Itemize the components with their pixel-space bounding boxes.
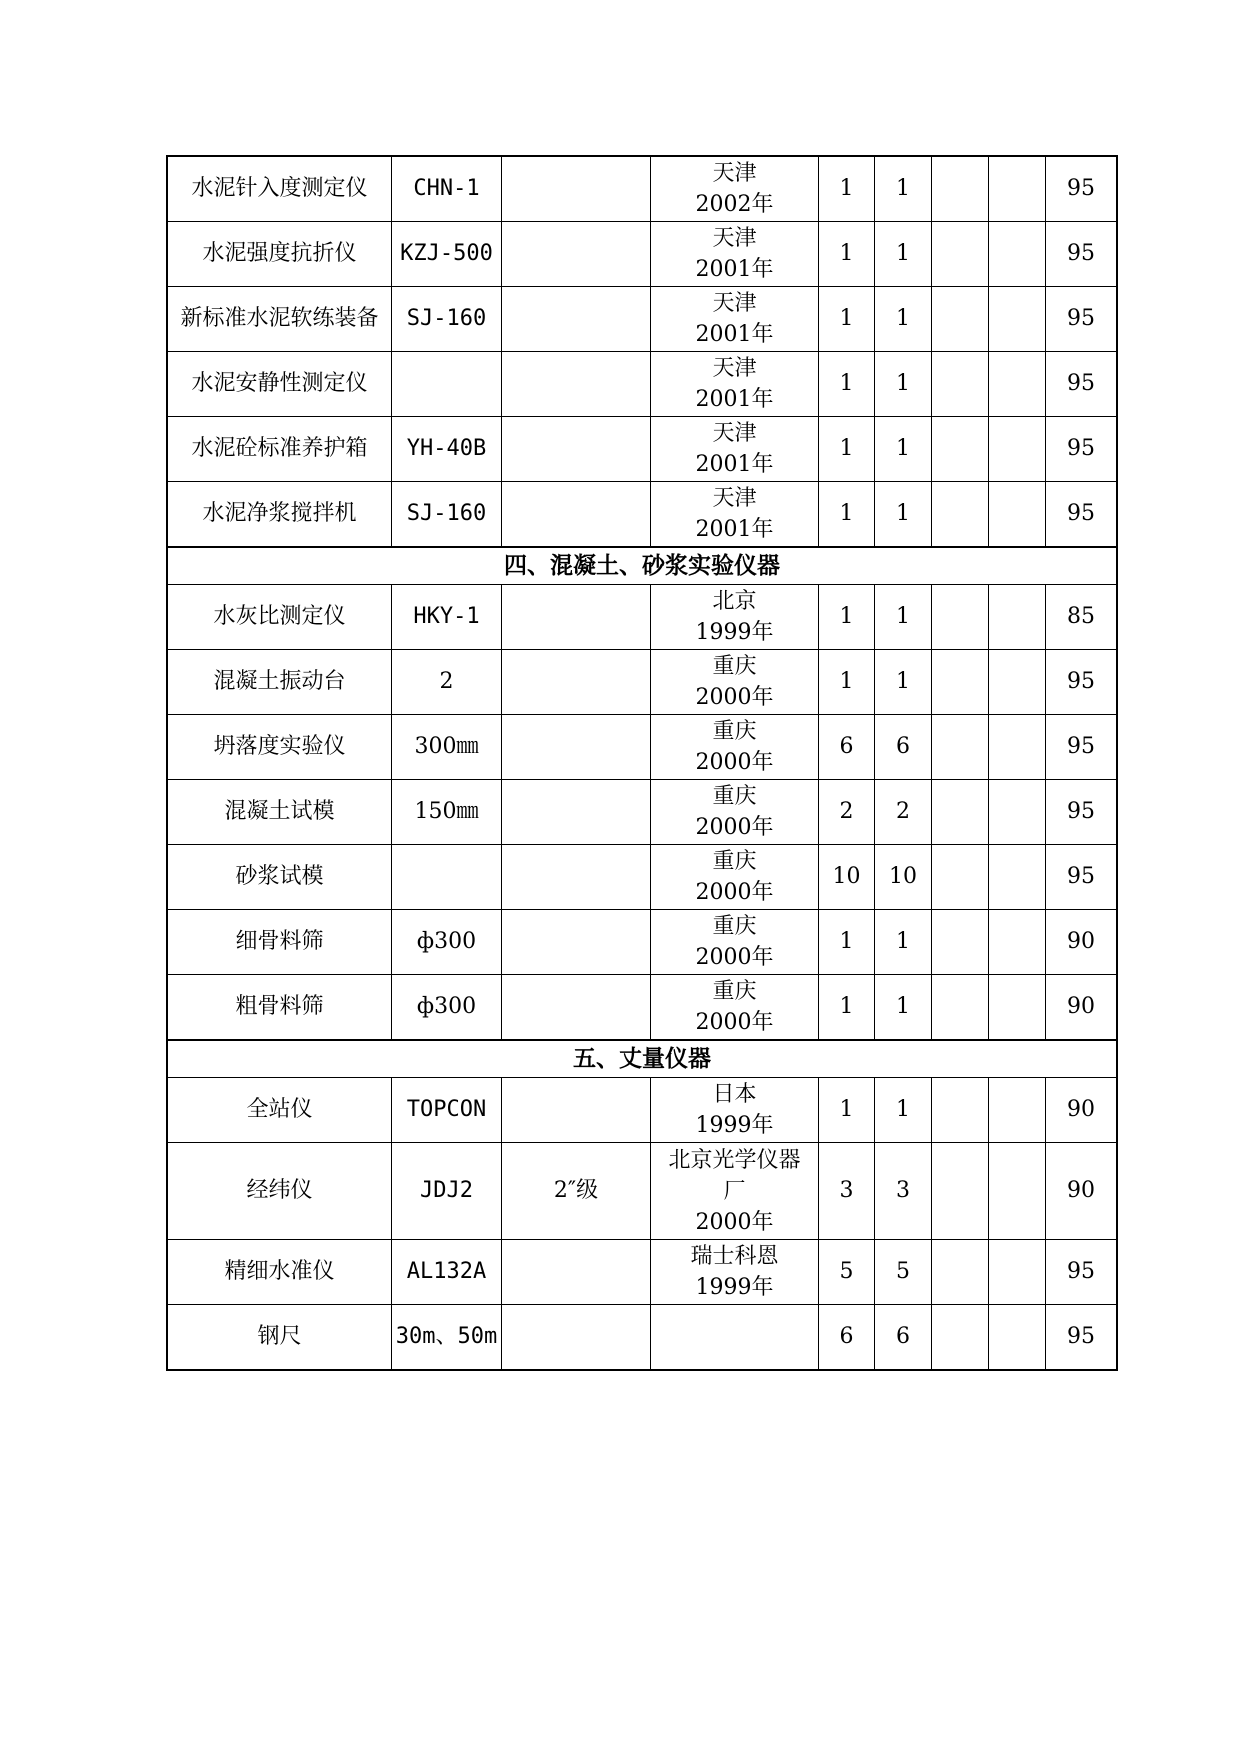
quantity-good: 5 — [875, 1240, 932, 1305]
empty-cell — [932, 417, 989, 482]
table-row — [168, 910, 1116, 975]
empty-cell — [989, 1143, 1046, 1240]
empty-cell — [989, 1240, 1046, 1305]
empty-cell — [989, 222, 1046, 287]
manufacturer-year: 2000年 — [695, 1209, 774, 1235]
table-row — [168, 222, 1116, 287]
equipment-name: 混凝土试模 — [168, 780, 392, 845]
manufacturer-year: 2001年 — [695, 452, 774, 477]
manufacturer-place: 北京 — [712, 589, 757, 614]
equipment-name: 水泥强度抗折仪 — [168, 222, 392, 287]
equipment-model: 30m、50m — [392, 1305, 502, 1369]
empty-cell — [989, 1305, 1046, 1369]
quantity-total: 6 — [819, 715, 875, 780]
equipment-manufacturer — [651, 417, 819, 482]
manufacturer-year: 2000年 — [695, 945, 774, 970]
table-row — [168, 1305, 1116, 1369]
manufacturer-year: 2000年 — [695, 815, 774, 840]
quantity-good: 1 — [875, 287, 932, 352]
manufacturer-year: 1999年 — [695, 1275, 774, 1300]
quantity-total: 1 — [819, 157, 875, 222]
manufacturer-place-cont: 厂 — [723, 1178, 746, 1204]
equipment-name: 砂浆试模 — [168, 845, 392, 910]
empty-cell — [932, 1305, 989, 1369]
equipment-spec — [502, 1078, 651, 1143]
quantity-good: 10 — [875, 845, 932, 910]
quantity-total: 1 — [819, 352, 875, 417]
quantity-good: 1 — [875, 352, 932, 417]
condition-rate: 95 — [1046, 222, 1116, 287]
equipment-manufacturer — [651, 910, 819, 975]
equipment-name: 细骨料筛 — [168, 910, 392, 975]
quantity-good: 1 — [875, 417, 932, 482]
empty-cell — [932, 1078, 989, 1143]
manufacturer-place: 重庆 — [712, 849, 757, 874]
manufacturer-year: 1999年 — [695, 620, 774, 645]
manufacturer-place: 天津 — [712, 486, 757, 511]
empty-cell — [989, 650, 1046, 715]
empty-cell — [989, 585, 1046, 650]
quantity-total: 10 — [819, 845, 875, 910]
equipment-model: ф300 — [392, 975, 502, 1040]
manufacturer-year: 2001年 — [695, 517, 774, 542]
equipment-manufacturer — [651, 1305, 819, 1369]
equipment-model: 2 — [392, 650, 502, 715]
quantity-good: 1 — [875, 1078, 932, 1143]
equipment-model: SJ-160 — [392, 482, 502, 547]
condition-rate: 95 — [1046, 157, 1116, 222]
equipment-spec — [502, 1305, 651, 1369]
quantity-total: 1 — [819, 650, 875, 715]
equipment-model: 300㎜ — [392, 715, 502, 780]
manufacturer-place: 天津 — [712, 226, 757, 251]
quantity-total: 3 — [819, 1143, 875, 1240]
empty-cell — [932, 650, 989, 715]
equipment-spec — [502, 482, 651, 547]
equipment-name: 水泥净浆搅拌机 — [168, 482, 392, 547]
section-header-row — [168, 1040, 1116, 1078]
empty-cell — [989, 482, 1046, 547]
empty-cell — [989, 715, 1046, 780]
empty-cell — [932, 1143, 989, 1240]
equipment-spec — [502, 845, 651, 910]
manufacturer-year: 2000年 — [695, 750, 774, 775]
section-title: 五、丈量仪器 — [168, 1040, 1116, 1078]
manufacturer-year: 2000年 — [695, 1010, 774, 1035]
quantity-good: 1 — [875, 585, 932, 650]
empty-cell — [932, 780, 989, 845]
table-row — [168, 975, 1116, 1040]
equipment-manufacturer — [651, 352, 819, 417]
quantity-good: 3 — [875, 1143, 932, 1240]
equipment-model: CHN-1 — [392, 157, 502, 222]
empty-cell — [932, 287, 989, 352]
empty-cell — [989, 352, 1046, 417]
table-row — [168, 352, 1116, 417]
condition-rate: 90 — [1046, 1078, 1116, 1143]
equipment-spec — [502, 1240, 651, 1305]
equipment-model: YH-40B — [392, 417, 502, 482]
manufacturer-place: 重庆 — [712, 914, 757, 939]
equipment-name: 水泥针入度测定仪 — [168, 157, 392, 222]
equipment-model — [392, 352, 502, 417]
equipment-name: 经纬仪 — [168, 1143, 392, 1240]
quantity-good: 1 — [875, 910, 932, 975]
equipment-name: 新标准水泥软练装备 — [168, 287, 392, 352]
equipment-name: 精细水准仪 — [168, 1240, 392, 1305]
empty-cell — [932, 715, 989, 780]
condition-rate: 95 — [1046, 417, 1116, 482]
condition-rate: 95 — [1046, 1240, 1116, 1305]
quantity-total: 1 — [819, 585, 875, 650]
manufacturer-place: 重庆 — [712, 654, 757, 679]
equipment-spec — [502, 222, 651, 287]
equipment-manufacturer — [651, 845, 819, 910]
quantity-good: 6 — [875, 715, 932, 780]
quantity-total: 2 — [819, 780, 875, 845]
equipment-spec: 2″级 — [502, 1143, 651, 1240]
quantity-total: 1 — [819, 287, 875, 352]
manufacturer-year: 2000年 — [695, 880, 774, 905]
equipment-spec — [502, 287, 651, 352]
manufacturer-place: 重庆 — [712, 784, 757, 809]
empty-cell — [932, 910, 989, 975]
equipment-manufacturer — [651, 222, 819, 287]
equipment-spec — [502, 975, 651, 1040]
equipment-name: 水泥安静性测定仪 — [168, 352, 392, 417]
equipment-manufacturer — [651, 157, 819, 222]
equipment-manufacturer — [651, 1240, 819, 1305]
table-row — [168, 157, 1116, 222]
equipment-manufacturer — [651, 975, 819, 1040]
table-row — [168, 715, 1116, 780]
manufacturer-place: 天津 — [712, 421, 757, 446]
equipment-name: 混凝土振动台 — [168, 650, 392, 715]
quantity-good: 1 — [875, 157, 932, 222]
table-row — [168, 417, 1116, 482]
equipment-model: SJ-160 — [392, 287, 502, 352]
empty-cell — [989, 1078, 1046, 1143]
quantity-total: 1 — [819, 417, 875, 482]
manufacturer-year: 2001年 — [695, 322, 774, 347]
equipment-manufacturer — [651, 1078, 819, 1143]
equipment-model: TOPCON — [392, 1078, 502, 1143]
condition-rate: 95 — [1046, 482, 1116, 547]
condition-rate: 90 — [1046, 910, 1116, 975]
table-row — [168, 1078, 1116, 1143]
quantity-total: 5 — [819, 1240, 875, 1305]
equipment-name: 水灰比测定仪 — [168, 585, 392, 650]
manufacturer-year: 2001年 — [695, 257, 774, 282]
condition-rate: 95 — [1046, 780, 1116, 845]
equipment-spec — [502, 417, 651, 482]
manufacturer-year: 1999年 — [695, 1113, 774, 1138]
condition-rate: 95 — [1046, 352, 1116, 417]
equipment-model — [392, 845, 502, 910]
empty-cell — [989, 287, 1046, 352]
table-row — [168, 845, 1116, 910]
equipment-spec — [502, 352, 651, 417]
equipment-spec — [502, 650, 651, 715]
condition-rate: 90 — [1046, 975, 1116, 1040]
empty-cell — [989, 780, 1046, 845]
quantity-good: 6 — [875, 1305, 932, 1369]
empty-cell — [932, 975, 989, 1040]
quantity-total: 6 — [819, 1305, 875, 1369]
quantity-good: 1 — [875, 650, 932, 715]
quantity-total: 1 — [819, 1078, 875, 1143]
equipment-name: 坍落度实验仪 — [168, 715, 392, 780]
equipment-manufacturer — [651, 1143, 819, 1240]
empty-cell — [932, 585, 989, 650]
table-row — [168, 585, 1116, 650]
table-row — [168, 780, 1116, 845]
equipment-manufacturer — [651, 780, 819, 845]
manufacturer-place: 日本 — [712, 1082, 757, 1107]
equipment-manufacturer — [651, 715, 819, 780]
condition-rate: 95 — [1046, 287, 1116, 352]
manufacturer-place: 北京光学仪器 — [668, 1147, 801, 1173]
equipment-manufacturer — [651, 650, 819, 715]
condition-rate: 95 — [1067, 1324, 1095, 1349]
equipment-model: JDJ2 — [392, 1143, 502, 1240]
empty-cell — [932, 482, 989, 547]
manufacturer-year: 2001年 — [695, 387, 774, 412]
empty-cell — [989, 975, 1046, 1040]
condition-rate: 90 — [1046, 1143, 1116, 1240]
empty-cell — [932, 352, 989, 417]
empty-cell — [932, 222, 989, 287]
equipment-manufacturer — [651, 585, 819, 650]
condition-rate: 85 — [1046, 585, 1116, 650]
table-row — [168, 650, 1116, 715]
equipment-model: HKY-1 — [392, 585, 502, 650]
manufacturer-year: 2002年 — [695, 192, 774, 217]
table-row — [168, 1143, 1116, 1240]
empty-cell — [932, 845, 989, 910]
equipment-spec — [502, 715, 651, 780]
equipment-manufacturer — [651, 482, 819, 547]
quantity-total: 1 — [819, 482, 875, 547]
table-row — [168, 482, 1116, 547]
equipment-spec — [502, 910, 651, 975]
manufacturer-place: 重庆 — [712, 719, 757, 744]
condition-rate: 95 — [1046, 715, 1116, 780]
empty-cell — [989, 910, 1046, 975]
empty-cell — [989, 417, 1046, 482]
equipment-name: 钢尺 — [168, 1305, 392, 1369]
equipment-model: 150㎜ — [392, 780, 502, 845]
empty-cell — [932, 1240, 989, 1305]
equipment-name: 全站仪 — [168, 1078, 392, 1143]
equipment-spec — [502, 585, 651, 650]
equipment-table — [166, 155, 1118, 1371]
quantity-good: 1 — [875, 975, 932, 1040]
empty-cell — [989, 845, 1046, 910]
equipment-name: 粗骨料筛 — [168, 975, 392, 1040]
manufacturer-place: 天津 — [712, 291, 757, 316]
table-row — [168, 1240, 1116, 1305]
condition-rate: 95 — [1046, 845, 1116, 910]
manufacturer-place: 重庆 — [712, 979, 757, 1004]
equipment-model: ф300 — [392, 910, 502, 975]
section-title: 四、混凝土、砂浆实验仪器 — [168, 547, 1116, 585]
table-row — [168, 287, 1116, 352]
equipment-manufacturer — [651, 287, 819, 352]
empty-cell — [932, 157, 989, 222]
quantity-good: 2 — [875, 780, 932, 845]
manufacturer-year: 2000年 — [695, 685, 774, 710]
equipment-model: KZJ-500 — [392, 222, 502, 287]
equipment-spec — [502, 780, 651, 845]
equipment-spec — [502, 157, 651, 222]
quantity-total: 1 — [819, 222, 875, 287]
equipment-name: 水泥砼标准养护箱 — [168, 417, 392, 482]
empty-cell — [989, 157, 1046, 222]
section-header-row — [168, 547, 1116, 585]
quantity-total: 1 — [819, 975, 875, 1040]
manufacturer-place: 天津 — [712, 161, 757, 186]
quantity-good: 1 — [875, 482, 932, 547]
manufacturer-place: 天津 — [712, 356, 757, 381]
manufacturer-place: 瑞士科恩 — [690, 1244, 779, 1269]
quantity-good: 1 — [875, 222, 932, 287]
quantity-total: 1 — [819, 910, 875, 975]
condition-rate: 95 — [1046, 650, 1116, 715]
equipment-model: AL132A — [392, 1240, 502, 1305]
